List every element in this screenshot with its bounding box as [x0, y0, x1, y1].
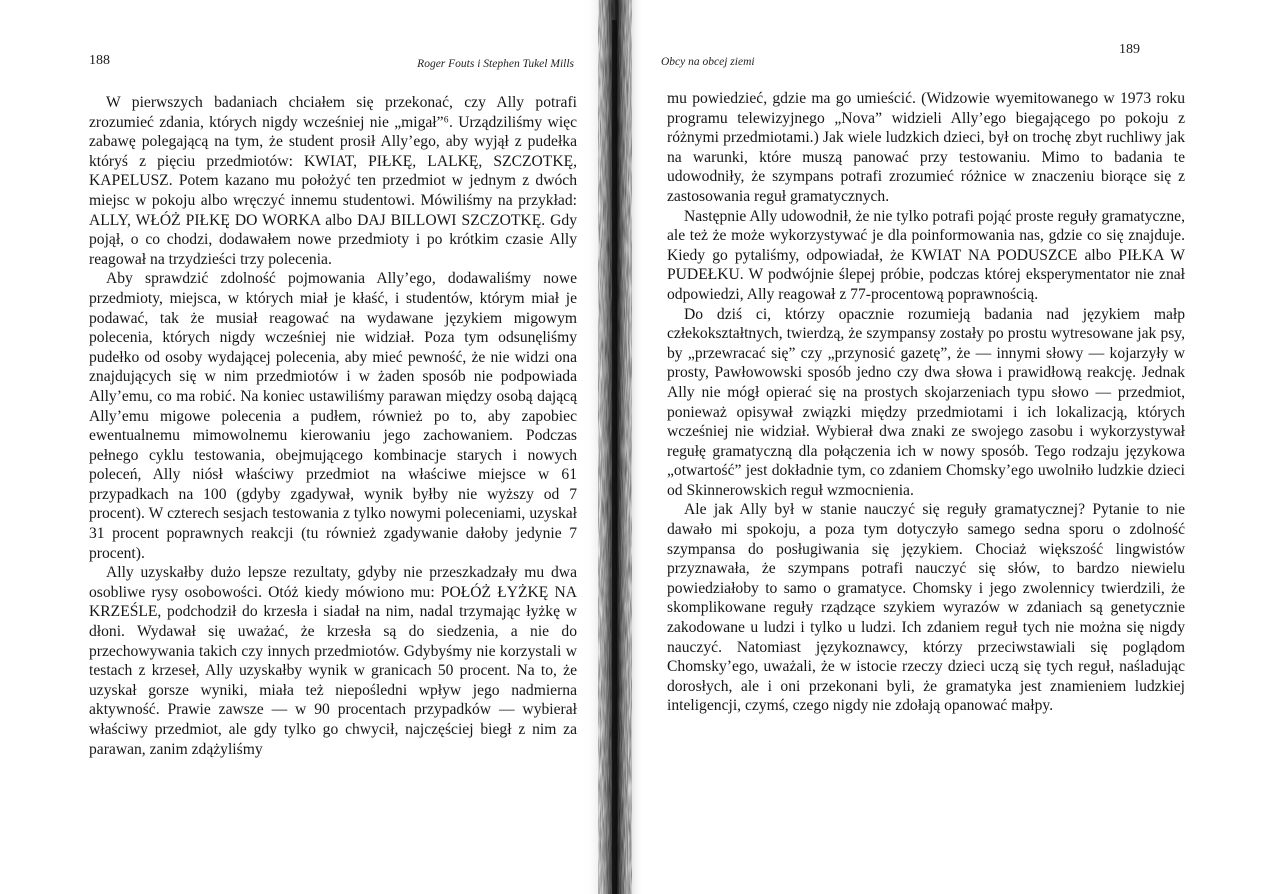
- right-paragraph: mu powiedzieć, gdzie ma go umieścić. (Widzowie wyemitowanego w 1973 roku programu telewizyjnego „Nova” widzieli Ally’ego biegającego po pokoju z różnymi przedmiotami.) Jak wiele ludzkich dzieci, był on trochę zbyt ruchliwy jak na warunki, które muszą panować przy testowaniu. Mimo to badania te udowodniły, że szympans potrafi zrozumieć różnice w znaczeniu biorące się z zastosowania reguł gramatycznych.: [667, 90, 1185, 205]
- left-paragraph: Ally uzyskałby dużo lepsze rezultaty, gdyby nie przeszkadzały mu dwa osobliwe rysy osobowości. Otóż kiedy mówiono mu: POŁÓŻ ŁYŻKĘ NA KRZEŚLE, podchodził do krzesła i siadał na nim, nadal trzymając łyżkę w dłoni. Wydawał się uważać, że krzesła są do siedzenia, a nie do przechowywania takich czy innych przedmiotów. Gdybyśmy nie korzystali w testach z krzeseł, Ally uzyskałby wynik w granicach 50 procent. Na to, że uzyskał gorsze wyniki, miała też niepośledni wpływ jego nadmierna aktywność. Prawie zawsze — w 90 procentach przypadków — wybierał właściwy przedmiot, ale gdy tylko go chwycił, najczęściej biegł z nim za parawan, zanim zdążyliśmy: [89, 564, 577, 758]
- left-page-number: 188: [89, 53, 110, 68]
- right-running-head: Obcy na obcej ziemi: [661, 56, 755, 68]
- right-paragraph: Następnie Ally udowodnił, że nie tylko potrafi pojąć proste reguły gramatyczne, ale też że może wykorzystywać je dla poinformowania nas, gdzie co się znajduje. Kiedy go pytaliśmy, odpowiadał, że KWIAT NA PODUSZCE albo PIŁKA W PUDEŁKU. W podwójnie ślepej próbie, podczas której eksperymentator nie znał odpowiedzi, Ally reagował z 77-procentową poprawnością.: [667, 207, 1185, 303]
- left-paragraph: W pierwszych badaniach chciałem się przekonać, czy Ally potrafi zrozumieć zdania, których nigdy wcześniej nie „migał”⁶. Urządziliśmy więc zabawę polegającą na tym, że student prosił Ally’ego, aby wyjął z pudełka któryś z pięciu przedmiotów: KWIAT, PIŁKĘ, LALKĘ, SZCZOTKĘ, KAPELUSZ. Potem kazano mu położyć ten przedmiot w jednym z dwóch miejsc w pokoju albo wręczyć innemu studentowi. Mówiliśmy na przykład: ALLY, WŁÓŻ PIŁKĘ DO WORKA albo DAJ BILLOWI SZCZOTKĘ. Gdy pojął, o co chodzi, dodawałem nowe przedmioty i po krótkim czasie Ally reagował na trzydzieści trzy polecenia.: [89, 94, 577, 268]
- right-page-number: 189: [1119, 42, 1140, 57]
- left-page: [0, 0, 610, 894]
- right-paragraph: Do dziś ci, którzy opacznie rozumieją badania nad językiem małp człekokształtnych, twierdzą, że szympansy zostały po prostu wytresowane jak psy, by „przewracać się” czy „przynosić gazetę”, że — innymi słowy — kojarzyły w prosty, Pawłowowski sposób jedno czy dwa słowa i prawidłową reakcję. Jednak Ally nie mógł opierać się na prostych skojarzeniach typu słowo — przedmiot, ponieważ opisywał związki między przedmiotami i ich lokalizacją, których wcześniej nie widział. Wybierał dwa znaki ze swojego zasobu i wykorzystywał regułę gramatyczną dla połączenia ich w nowy sposób. Tego rodzaju językowa „otwartość” jest dokładnie tym, co zdaniem Chomsky’ego uwolniło ludzkie dzieci od Skinnerowskich reguł wzmocnienia.: [667, 305, 1185, 499]
- right-page: [630, 0, 1262, 894]
- right-paragraph: Ale jak Ally był w stanie nauczyć się reguły gramatycznej? Pytanie to nie dawało mi spokoju, a poza tym dotyczyło samego sedna sporu o zdolność szympansa do posługiwania się językiem. Chociaż większość lingwistów przyznawała, że szympans potrafi nauczyć się słów, to bardzo niewielu powiedziałoby to samo o gramatyce. Chomsky i jego zwolennicy twierdzili, że skomplikowane reguły rządzące szykiem wyrazów w zdaniach są genetycznie zakodowane u ludzi i tylko u ludzi. Ich zdaniem reguł tych nie można się nigdy nauczyć. Natomiast językoznawcy, którzy przeciwstawiali się poglądom Chomsky’ego, uważali, że w istocie rzeczy dzieci uczą się tych reguł, naśladując dorosłych, ale i oni przekonani byli, że gramatyka jest znamieniem ludzkiej inteligencji, czymś, czego nigdy nie zdołają opanować małpy.: [667, 501, 1185, 715]
- left-running-head: Roger Fouts i Stephen Tukel Mills: [417, 58, 574, 70]
- left-paragraph: Aby sprawdzić zdolność pojmowania Ally’ego, dodawaliśmy nowe przedmioty, miejsca, w których miał je kłaść, i studentów, którym miał je podawać, tak że musiał reagować na wydawane językiem migowym polecenia, których nigdy wcześniej nie widział. Poza tym odsunęliśmy pudełko od osoby wydającej polecenia, aby mieć pewność, że nie widzi ona znajdujących się w nim przedmiotów i w żaden sposób nie podpowiada Ally’emu, co ma robić. Na koniec ustawiliśmy parawan między osobą dającą Ally’emu migowe polecenia a pudłem, również po to, aby zapobiec ewentualnemu mimowolnemu kierowaniu jego zachowaniem. Podczas pełnego cyklu testowania, obejmującego kombinacje starych i nowych poleceń, Ally niósł właściwy przedmiot na właściwe miejsce w 61 przypadkach na 100 (gdyby zgadywał, wynik byłby nie wyższy od 7 procent). W czterech sesjach testowania z tylko nowymi poleceniami, uzyskał 31 procent poprawnych reakcji (tu również zgadywanie dałoby jedynie 7 procent).: [89, 270, 577, 562]
- right-text-block: [667, 89, 1185, 716]
- left-text-block: [89, 93, 577, 759]
